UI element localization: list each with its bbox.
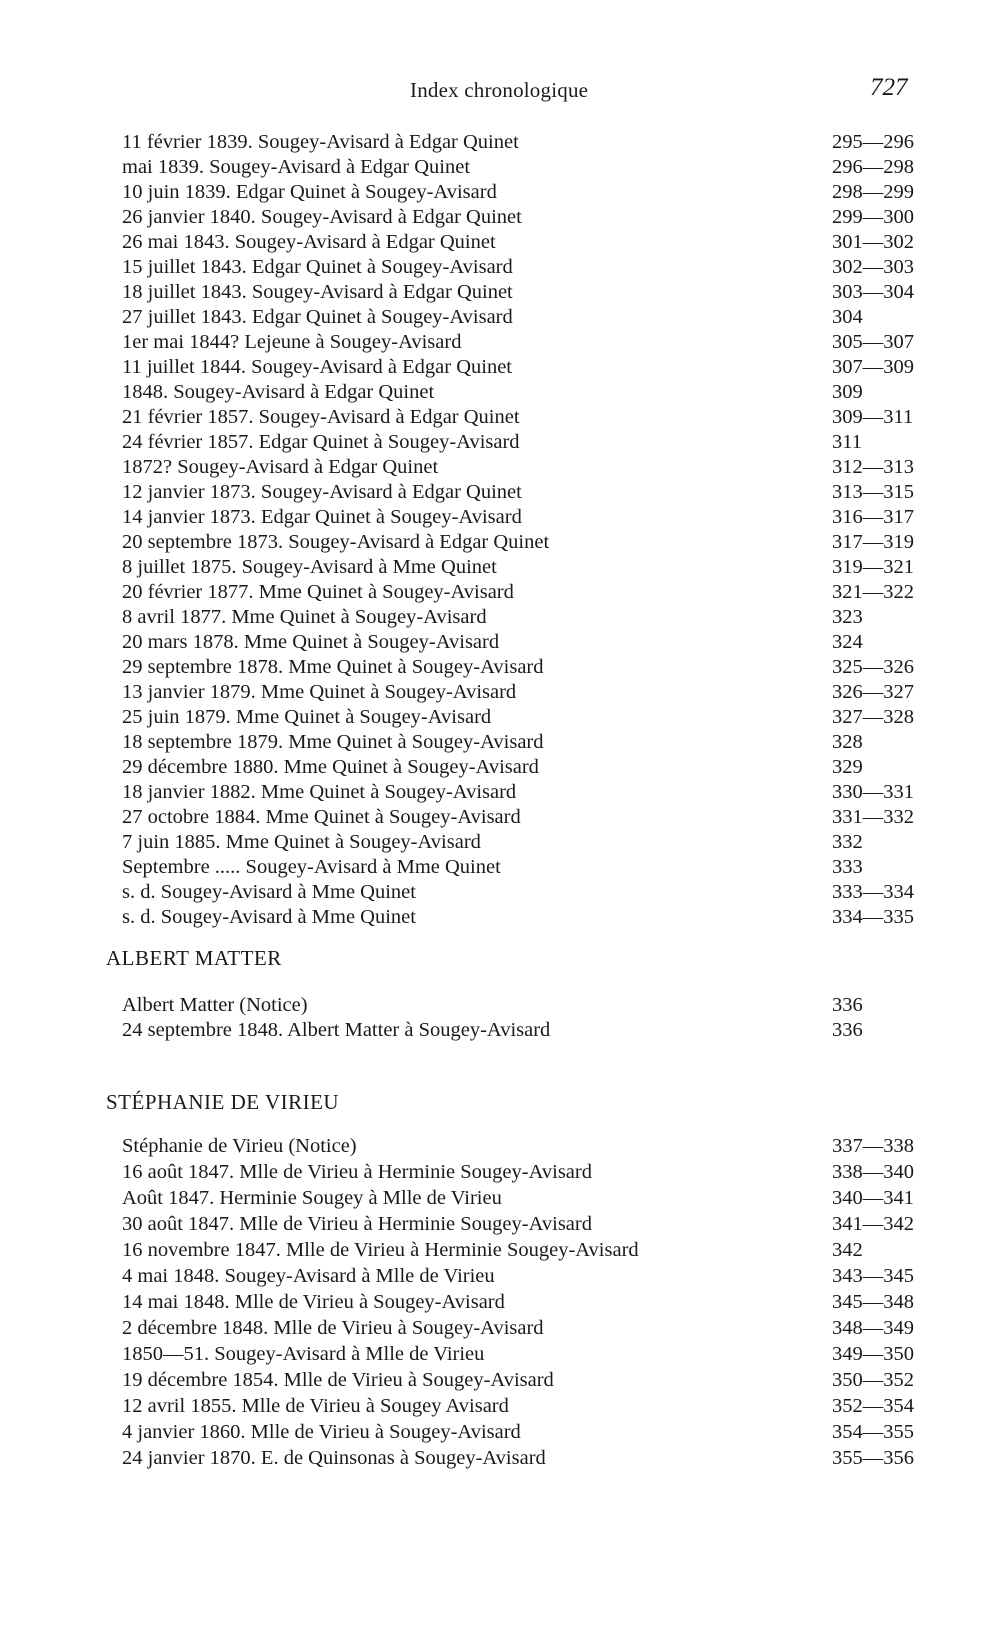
entry-text: 16 août 1847. Mlle de Virieu à Herminie Sougey-Avisard	[122, 1161, 592, 1183]
entry-text: 18 janvier 1882. Mme Quinet à Sougey-Avisard	[122, 781, 517, 803]
entry-text: Stéphanie de Virieu (Notice)	[122, 1135, 357, 1157]
entry-list	[0, 1135, 1000, 1473]
entry-pages: 331—332	[832, 806, 914, 828]
entry-pages: 340—341	[832, 1187, 914, 1209]
entry-pages: 309—311	[832, 406, 914, 428]
entry-text: 1er mai 1844? Lejeune à Sougey-Avisard	[122, 331, 462, 353]
entry-pages: 299—300	[832, 206, 914, 228]
entry-pages: 313—315	[832, 481, 914, 503]
index-entry	[0, 1343, 1000, 1369]
index-entry	[0, 231, 1000, 256]
entry-text: 1850—51. Sougey-Avisard à Mlle de Virieu	[122, 1343, 485, 1365]
entry-text: 20 septembre 1873. Sougey-Avisard à Edgar Quinet	[122, 531, 550, 553]
index-entry	[0, 556, 1000, 581]
index-entry	[0, 281, 1000, 306]
entry-pages: 352—354	[832, 1395, 914, 1417]
entry-text: 20 mars 1878. Mme Quinet à Sougey-Avisard	[122, 631, 500, 653]
running-header	[0, 74, 1000, 114]
entry-pages: 311	[832, 431, 862, 453]
entry-pages: 319—321	[832, 556, 914, 578]
entry-text: 1872? Sougey-Avisard à Edgar Quinet	[122, 456, 439, 478]
index-entry	[0, 1291, 1000, 1317]
entry-text: 10 juin 1839. Edgar Quinet à Sougey-Avisard	[122, 181, 497, 203]
entry-text: 25 juin 1879. Mme Quinet à Sougey-Avisard	[122, 706, 492, 728]
entry-text: 27 octobre 1884. Mme Quinet à Sougey-Avisard	[122, 806, 521, 828]
index-entry	[0, 1421, 1000, 1447]
entry-pages: 323	[832, 606, 863, 628]
entry-text: 24 février 1857. Edgar Quinet à Sougey-Avisard	[122, 431, 520, 453]
index-entry	[0, 681, 1000, 706]
entry-list	[0, 994, 1000, 1044]
entry-pages: 305—307	[832, 331, 914, 353]
index-entry	[0, 456, 1000, 481]
entry-pages: 350—352	[832, 1369, 914, 1391]
entry-text: s. d. Sougey-Avisard à Mme Quinet	[122, 906, 416, 928]
entry-text: 13 janvier 1879. Mme Quinet à Sougey-Avisard	[122, 681, 517, 703]
entry-pages: 333	[832, 856, 863, 878]
index-entry	[0, 1239, 1000, 1265]
index-entry	[0, 406, 1000, 431]
entry-text: Août 1847. Herminie Sougey à Mlle de Virieu	[122, 1187, 502, 1209]
entry-pages: 355—356	[832, 1447, 914, 1469]
entry-text: 14 janvier 1873. Edgar Quinet à Sougey-Avisard	[122, 506, 522, 528]
entry-pages: 328	[832, 731, 863, 753]
index-entry	[0, 1369, 1000, 1395]
section-heading: STÉPHANIE DE VIRIEU	[106, 1090, 340, 1114]
index-entry	[0, 806, 1000, 831]
entry-pages: 338—340	[832, 1161, 914, 1183]
entry-pages: 349—350	[832, 1343, 914, 1365]
entry-pages: 333—334	[832, 881, 914, 903]
entry-text: 26 janvier 1840. Sougey-Avisard à Edgar Quinet	[122, 206, 522, 228]
index-entry	[0, 606, 1000, 631]
entry-pages: 341—342	[832, 1213, 914, 1235]
entry-text: 29 décembre 1880. Mme Quinet à Sougey-Avisard	[122, 756, 539, 778]
index-entry	[0, 156, 1000, 181]
entry-pages: 334—335	[832, 906, 914, 928]
entry-pages: 345—348	[832, 1291, 914, 1313]
index-entry	[0, 131, 1000, 156]
entry-text: 1848. Sougey-Avisard à Edgar Quinet	[122, 381, 435, 403]
index-entry	[0, 656, 1000, 681]
entry-text: 8 avril 1877. Mme Quinet à Sougey-Avisard	[122, 606, 487, 628]
entry-pages: 324	[832, 631, 863, 653]
entry-pages: 348—349	[832, 1317, 914, 1339]
index-entry	[0, 381, 1000, 406]
entry-pages: 309	[832, 381, 863, 403]
entry-text: 21 février 1857. Sougey-Avisard à Edgar Quinet	[122, 406, 520, 428]
entry-text: 20 février 1877. Mme Quinet à Sougey-Avisard	[122, 581, 514, 603]
entry-text: 4 janvier 1860. Mlle de Virieu à Sougey-Avisard	[122, 1421, 521, 1443]
page-number: 727	[870, 74, 908, 101]
index-entry	[0, 1213, 1000, 1239]
index-entry	[0, 631, 1000, 656]
entry-pages: 307—309	[832, 356, 914, 378]
entry-pages: 330—331	[832, 781, 914, 803]
entry-pages: 327—328	[832, 706, 914, 728]
index-entry	[0, 831, 1000, 856]
entry-pages: 343—345	[832, 1265, 914, 1287]
entry-pages: 332	[832, 831, 863, 853]
entry-text: 19 décembre 1854. Mlle de Virieu à Sougey-Avisard	[122, 1369, 554, 1391]
index-entry	[0, 331, 1000, 356]
index-entry	[0, 181, 1000, 206]
index-entry	[0, 994, 1000, 1019]
entry-text: 4 mai 1848. Sougey-Avisard à Mlle de Virieu	[122, 1265, 495, 1287]
index-entry	[0, 1317, 1000, 1343]
entry-text: mai 1839. Sougey-Avisard à Edgar Quinet	[122, 156, 471, 178]
entry-text: Albert Matter (Notice)	[122, 994, 308, 1016]
entry-pages: 337—338	[832, 1135, 914, 1157]
entry-pages: 329	[832, 756, 863, 778]
entry-pages: 304	[832, 306, 863, 328]
entry-pages: 302—303	[832, 256, 914, 278]
index-entry	[0, 731, 1000, 756]
index-entry	[0, 1395, 1000, 1421]
index-entry	[0, 1265, 1000, 1291]
entry-pages: 303—304	[832, 281, 914, 303]
entry-text: 11 février 1839. Sougey-Avisard à Edgar Quinet	[122, 131, 519, 153]
index-entry	[0, 1019, 1000, 1044]
index-entry	[0, 1187, 1000, 1213]
entry-text: 18 juillet 1843. Sougey-Avisard à Edgar Quinet	[122, 281, 513, 303]
entry-text: 15 juillet 1843. Edgar Quinet à Sougey-Avisard	[122, 256, 513, 278]
entry-text: Septembre ..... Sougey-Avisard à Mme Quinet	[122, 856, 501, 878]
index-entry	[0, 756, 1000, 781]
entry-text: 24 septembre 1848. Albert Matter à Sougey-Avisard	[122, 1019, 551, 1041]
section-heading: ALBERT MATTER	[106, 946, 282, 970]
entry-text: s. d. Sougey-Avisard à Mme Quinet	[122, 881, 416, 903]
entry-text: 11 juillet 1844. Sougey-Avisard à Edgar Quinet	[122, 356, 512, 378]
entry-pages: 342	[832, 1239, 863, 1261]
index-entry	[0, 1447, 1000, 1473]
entry-text: 2 décembre 1848. Mlle de Virieu à Sougey-Avisard	[122, 1317, 544, 1339]
entry-text: 24 janvier 1870. E. de Quinsonas à Sougey-Avisard	[122, 1447, 546, 1469]
index-entry	[0, 856, 1000, 881]
running-title: Index chronologique	[410, 78, 589, 102]
index-entry	[0, 881, 1000, 906]
entry-list	[0, 131, 1000, 931]
index-entry	[0, 431, 1000, 456]
entry-text: 18 septembre 1879. Mme Quinet à Sougey-Avisard	[122, 731, 544, 753]
entry-text: 14 mai 1848. Mlle de Virieu à Sougey-Avisard	[122, 1291, 505, 1313]
entry-pages: 336	[832, 1019, 863, 1041]
entry-pages: 301—302	[832, 231, 914, 253]
index-entry	[0, 356, 1000, 381]
entry-pages: 336	[832, 994, 863, 1016]
entry-text: 29 septembre 1878. Mme Quinet à Sougey-Avisard	[122, 656, 544, 678]
entry-pages: 317—319	[832, 531, 914, 553]
index-entry	[0, 906, 1000, 931]
index-entry	[0, 256, 1000, 281]
index-entry	[0, 706, 1000, 731]
entry-pages: 316—317	[832, 506, 914, 528]
entry-text: 8 juillet 1875. Sougey-Avisard à Mme Quinet	[122, 556, 497, 578]
index-entry	[0, 781, 1000, 806]
index-entry	[0, 206, 1000, 231]
entry-text: 16 novembre 1847. Mlle de Virieu à Herminie Sougey-Avisard	[122, 1239, 639, 1261]
entry-pages: 298—299	[832, 181, 914, 203]
entry-text: 30 août 1847. Mlle de Virieu à Herminie Sougey-Avisard	[122, 1213, 592, 1235]
entry-pages: 326—327	[832, 681, 914, 703]
entry-pages: 321—322	[832, 581, 914, 603]
entry-text: 7 juin 1885. Mme Quinet à Sougey-Avisard	[122, 831, 481, 853]
entry-text: 26 mai 1843. Sougey-Avisard à Edgar Quinet	[122, 231, 496, 253]
index-entry	[0, 531, 1000, 556]
index-entry	[0, 306, 1000, 331]
entry-pages: 325—326	[832, 656, 914, 678]
index-entry	[0, 506, 1000, 531]
index-entry	[0, 1161, 1000, 1187]
entry-text: 12 avril 1855. Mlle de Virieu à Sougey Avisard	[122, 1395, 509, 1417]
entry-pages: 312—313	[832, 456, 914, 478]
entry-text: 27 juillet 1843. Edgar Quinet à Sougey-Avisard	[122, 306, 513, 328]
entry-pages: 354—355	[832, 1421, 914, 1443]
index-entry	[0, 481, 1000, 506]
index-entry	[0, 581, 1000, 606]
entry-text: 12 janvier 1873. Sougey-Avisard à Edgar Quinet	[122, 481, 522, 503]
entry-pages: 296—298	[832, 156, 914, 178]
entry-pages: 295—296	[832, 131, 914, 153]
index-entry	[0, 1135, 1000, 1161]
